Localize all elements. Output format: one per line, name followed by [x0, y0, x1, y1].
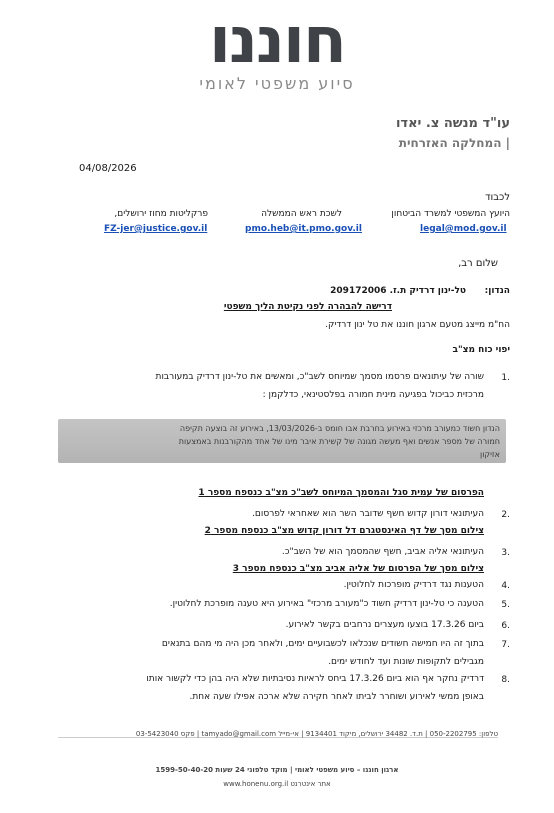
honenu-logo: חוננו	[209, 4, 345, 78]
point-7-line-2: מגבילים לתקופות שונות ועד לחודש ימים.	[328, 657, 484, 667]
greeting: שלום רב,	[458, 258, 498, 269]
quote-line: הנדון חשוד כמעורב מרכזי באירוע בחרבת אבו חומס ב-13/03/2026, באירוע זה בוצעה תקיפה	[179, 424, 500, 433]
attachment-3: צילום מסך של הפרסום של אליה אביב מצ"ב כנספח מספר 3	[232, 564, 484, 574]
item-number: 2.	[501, 510, 510, 520]
footer-org: ארגון חוננו – סיוע משפטי לאומי | מוקד טלפוני 24 שעות 1599-50-40-20	[155, 766, 399, 774]
footer-website[interactable]: אתר אינטרנט www.honenu.org.il	[223, 780, 331, 788]
subject-demand: דרישה להבהרה לפני נקיטת הליך משפטי	[223, 302, 392, 312]
sender-name: עו"ד מנשה צ. יאדו	[395, 116, 510, 131]
item-text: שורה של עיתונאים פרסמו מסמך שמיוחס לשב"כ, ומאשים את טל-ינון דרדיק במעורבות	[155, 372, 484, 382]
quoted-excerpt	[58, 419, 506, 463]
point-2: העיתונאי דורון קדוש חשף שדובר השר הוא שאחראי לפרסום.	[252, 509, 484, 519]
item-number: 6.	[501, 621, 510, 631]
item-number: 1.	[501, 373, 510, 383]
item-number: 4.	[501, 581, 510, 591]
recipient-pmo: לשכת ראש הממשלה	[261, 209, 342, 219]
email-link-mod[interactable]: legal@mod.gov.il	[420, 224, 507, 234]
point-8-line-2: באופן ממשי לאירוע ושוחרר לביתו לאחר חקירה שלא ארכה אפילו שעה אחת.	[189, 692, 484, 702]
attachment-1: הפרסום של עמית סגל והמסמך המיוחס לשב"כ מצ"ב כנספח מספר 1	[198, 488, 484, 498]
point-5: הטענה כי טל-ינון דרדיק חשוד כ"מעורב מרכזי" באירוע היא טענה מופרכת לחלוטין.	[169, 599, 484, 609]
email-link-prosecution[interactable]: FZ-jer@justice.gov.il	[104, 224, 208, 234]
section-title: יפוי כוח מצ"ב	[452, 345, 510, 355]
letter-date: 04/08/2026	[79, 163, 137, 174]
to-label: לכבוד	[485, 192, 510, 203]
email-link-pmo[interactable]: pmo.heb@it.pmo.gov.il	[245, 224, 362, 234]
subject-label: הנדון:	[484, 286, 510, 296]
subject-name: טל-ינון דרדיק ת.ז. 209172006	[330, 286, 466, 296]
recipient-mod: היועץ המשפטי למשרד הביטחון	[391, 209, 510, 219]
attachment-2: צילום מסך של דף האינסטגרם דל דורון קדוש מצ"ב כנספח מספר 2	[204, 526, 484, 536]
point-4: הטענות נגד דרדיק מופרכות לחלוטין.	[343, 580, 484, 590]
point-3: העיתונאי אליה אביב, חשף שהמסמך הוא של השב"כ.	[281, 547, 484, 557]
quote-line: אזיקון	[480, 450, 500, 459]
logo-tagline: סיוע משפטי לאומי	[199, 74, 355, 93]
point-7-line-1: בתוך זה היו חמישה חשודים שנכלאו לכשבועיים ימים, ולאחר מכן היה מי מהם בתנאים	[161, 639, 484, 649]
footer-contact: טלפון: 050-2202795 | ת.ד. 34482 ירושלים, מיקוד 9134401 | אי-מייל tamyado@gmail.com | פקס 03-5423040	[135, 730, 498, 738]
sender-department: | המחלקה האזרחית	[398, 136, 510, 150]
intro-paragraph: הח"מ מייצג מטעם ארגון חוננו את טל ינון דרדיק.	[325, 320, 510, 330]
quote-line: חמורה של מספר אנשים ואף מעשה מגונה של קשירת איבר מינו של אחד מהקורבנות באמצעות	[178, 437, 500, 446]
point-6: ביום 17.3.26 בוצעו מעצרים נרחבים בקשר לאירוע.	[285, 620, 484, 630]
item-number: 3.	[501, 548, 510, 558]
point-8-line-1: דרדיק נחקר אף הוא ביום 17.3.26 ביחס לראיות נסיבתיות שלא היה בהן כדי לקשור אותו	[146, 674, 484, 684]
item-text: מרכזית כביכול בפגיעה מינית חמורה בפלסטינאי, כדלקמן :	[262, 390, 484, 400]
recipient-prosecution: פרקליטות מחוז ירושלים,	[114, 209, 208, 219]
item-number: 8.	[501, 675, 510, 685]
item-number: 7.	[501, 640, 510, 650]
item-number: 5.	[501, 600, 510, 610]
